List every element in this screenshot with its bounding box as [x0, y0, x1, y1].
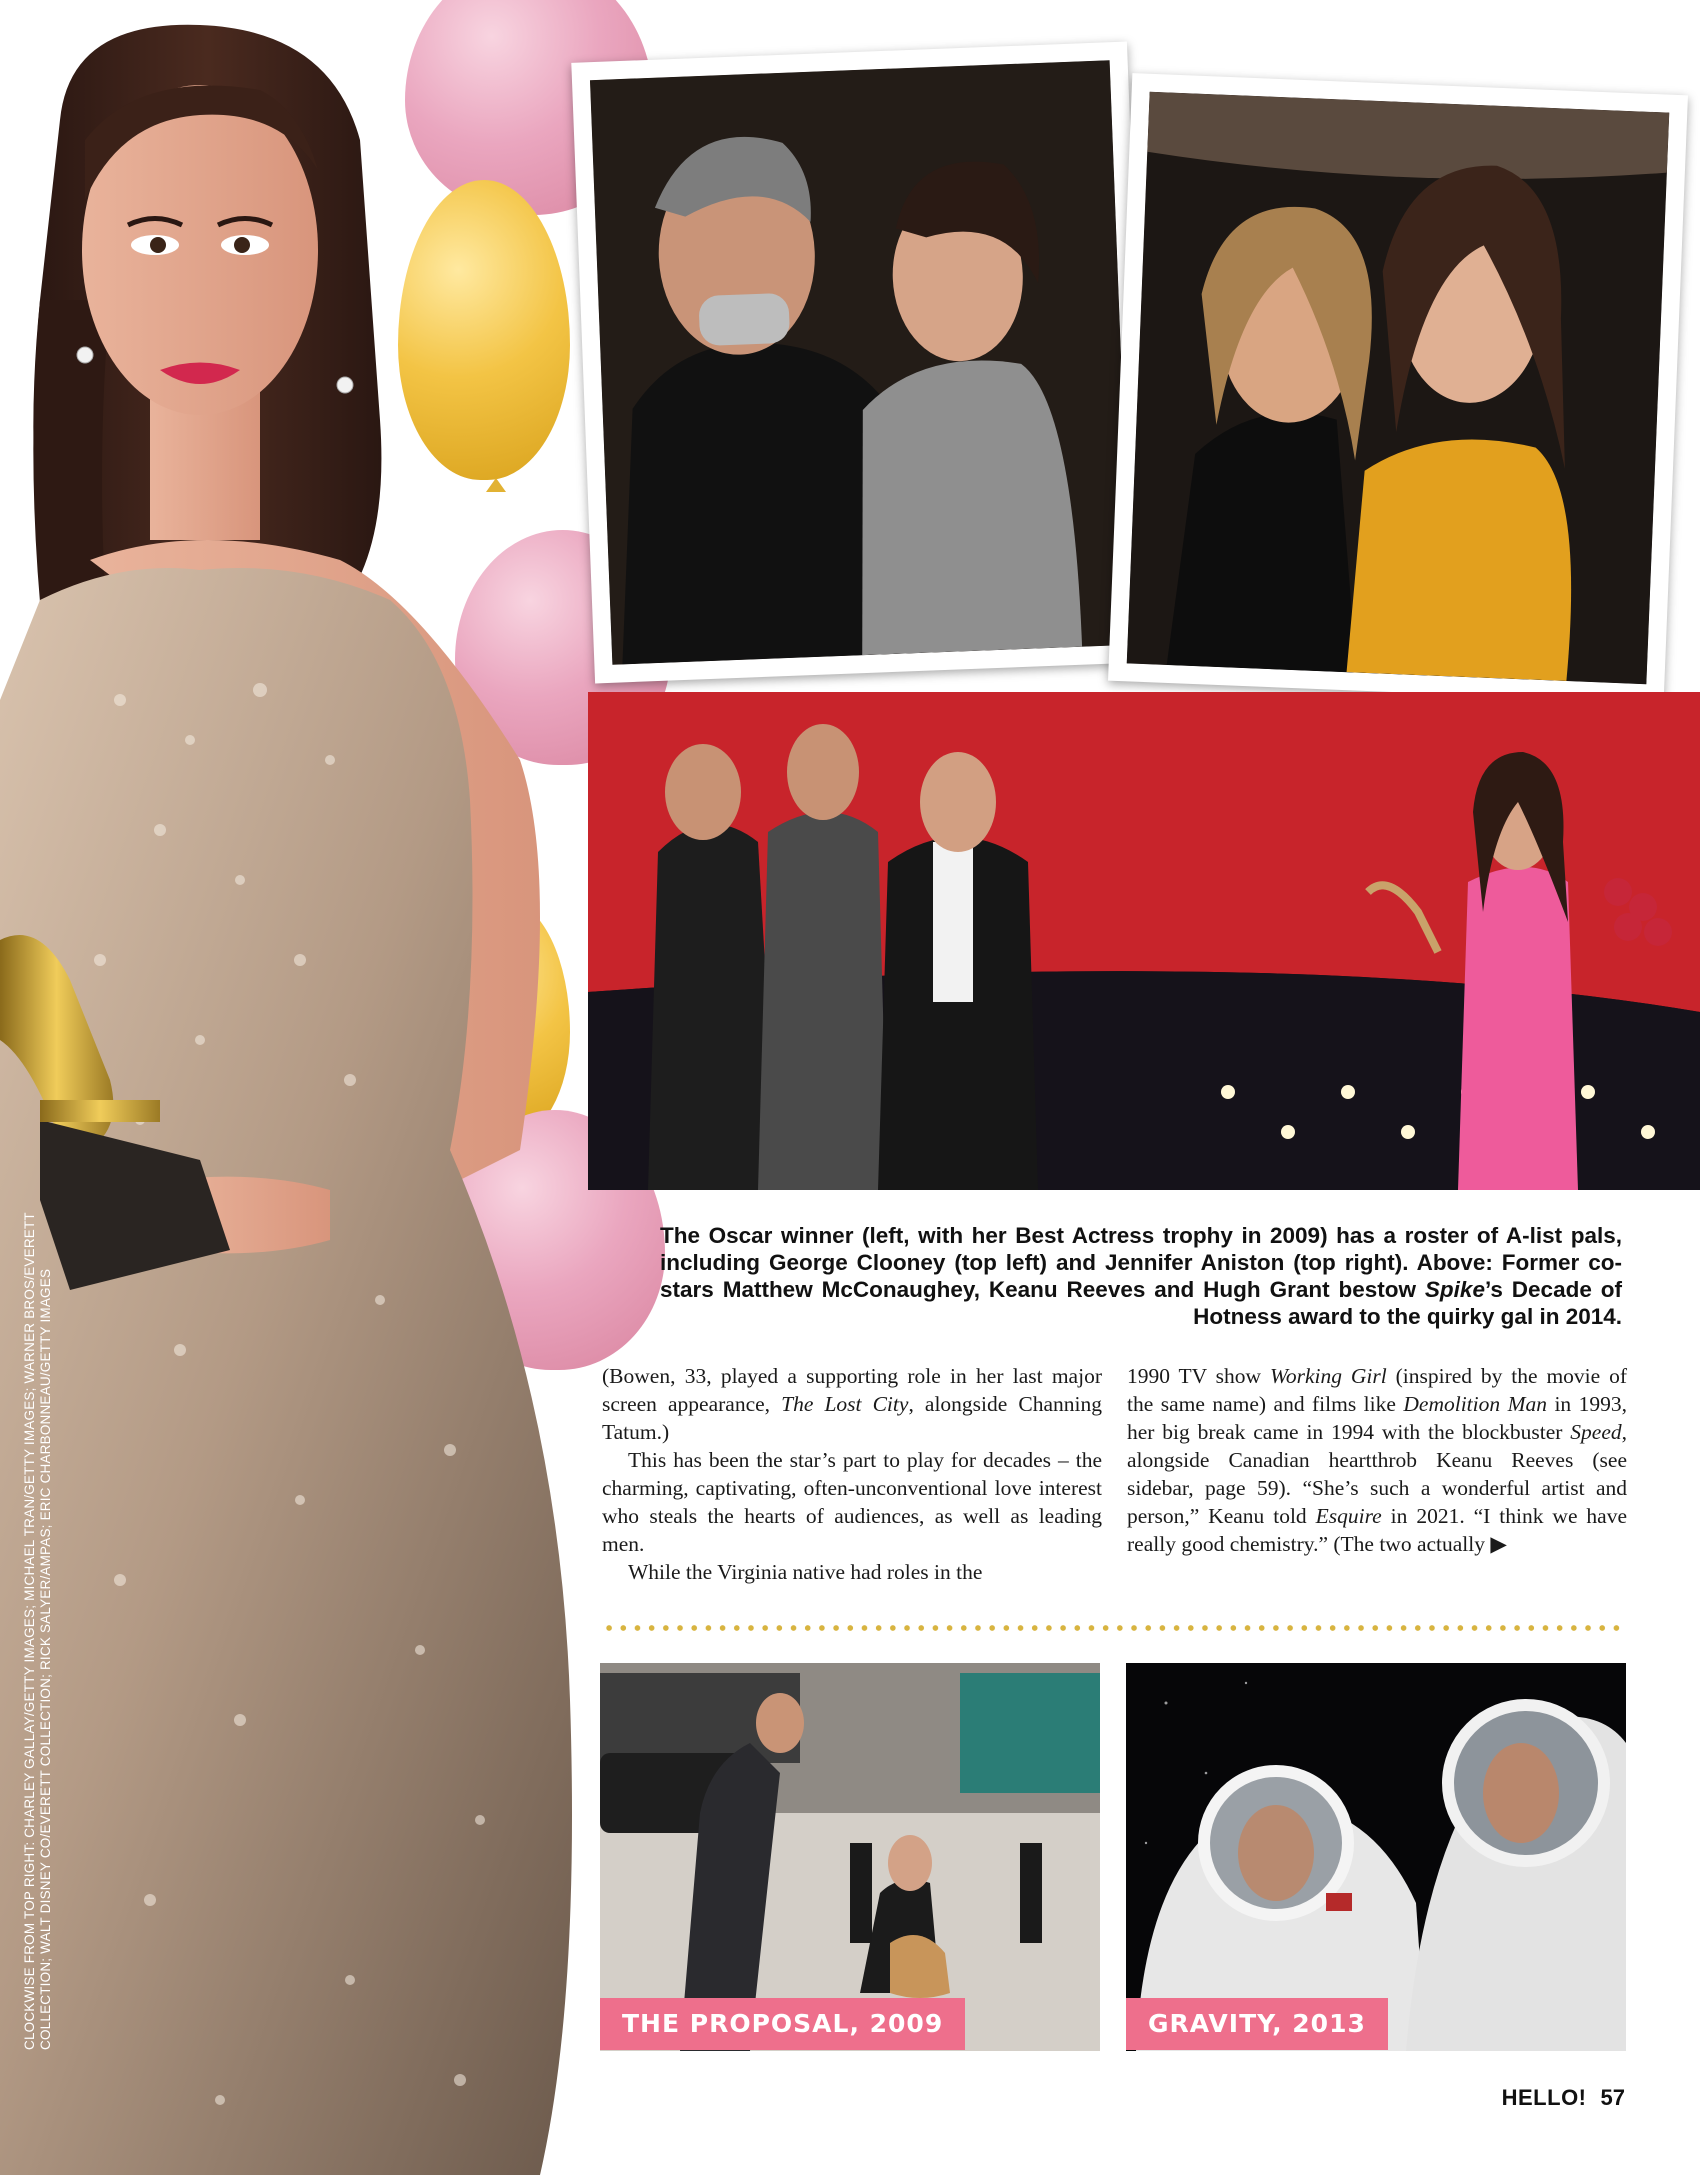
photo-decade-of-hotness-award [588, 692, 1700, 1190]
gravity-scene [1126, 1663, 1626, 2051]
body-column-left [602, 1362, 1102, 1586]
title-demolition-man: Demolition Man [1403, 1392, 1547, 1416]
proposal-scene [600, 1663, 1100, 2051]
label-the-proposal: THE PROPOSAL, 2009 [600, 1998, 965, 2050]
body-paragraph-1: (Bowen, 33, played a supporting role in her last major screen appearance, The Lost City, alongside Channing Tatum.) [602, 1364, 1102, 1444]
body-paragraph-3: While the Virginia native had roles in the [628, 1560, 983, 1584]
caption-text-part1: The Oscar winner (left, with her Best Actress trophy in 2009) has a roster of A-list pals, including George Clooney (top left) and Jennifer Aniston (top right). Above: Former co-stars Matthew McConaughey, Keanu Reeves and Hugh Grant bestow [660, 1223, 1622, 1302]
photo-gravity [1126, 1663, 1626, 2051]
continue-arrow-icon: ▶ [1490, 1532, 1507, 1556]
award-stage-scene [588, 692, 1700, 1190]
photo-caption [660, 1222, 1622, 1330]
portrait-photo-best-actress [0, 0, 640, 2175]
title-working-girl: Working Girl [1269, 1364, 1387, 1388]
page-number: 57 [1600, 2085, 1625, 2110]
photo-george-clooney [571, 42, 1150, 684]
caption-spike-title: Spike [1424, 1277, 1485, 1302]
photo-scene [590, 60, 1132, 665]
photo-scene-two [1127, 92, 1670, 684]
dotted-divider [602, 1624, 1624, 1632]
page-folio [1502, 2085, 1625, 2111]
portrait-illustration [0, 0, 640, 2175]
photo-jennifer-aniston [1108, 73, 1688, 703]
title-speed: Speed [1570, 1420, 1622, 1444]
film-title-the-lost-city: The Lost City [781, 1392, 909, 1416]
magazine-brand: HELLO! [1501, 2085, 1587, 2110]
body-column-right [1127, 1362, 1627, 1558]
body-paragraph-2: This has been the star’s part to play for decades – the charming, captivating, often-unconventional love interest who steals the hearts of audiences, as well as leading men. [602, 1448, 1102, 1556]
title-esquire: Esquire [1315, 1504, 1382, 1528]
photo-credit: CLOCKWISE FROM TOP RIGHT: CHARLEY GALLAY/GETTY IMAGES; MICHAEL TRAN/GETTY IMAGES; WARNER BROS/EVERETT COLLECTION; WALT DISNEY CO/EVERETT COLLECTION; RICK SALYER/AMPAS; ERIC CHARBONNEAU/GETTY IMAGES [22, 1212, 53, 2050]
photo-the-proposal [600, 1663, 1100, 2051]
caption-text-part2: ’s Decade of Hotness award to the quirky gal in 2014. [1193, 1277, 1622, 1329]
label-gravity: GRAVITY, 2013 [1126, 1998, 1388, 2050]
body-paragraph-continued: 1990 TV show Working Girl (inspired by the movie of the same name) and films like Demolition Man in 1993, her big break came in 1994 with the blockbuster Speed, alongside Canadian heartthrob Keanu Reeves (see sidebar, page 59). “She’s such a wonderful artist and person,” Keanu told Esquire in 2021. “I think we have really good chemistry.” (The two actually ▶ [1127, 1364, 1628, 1556]
